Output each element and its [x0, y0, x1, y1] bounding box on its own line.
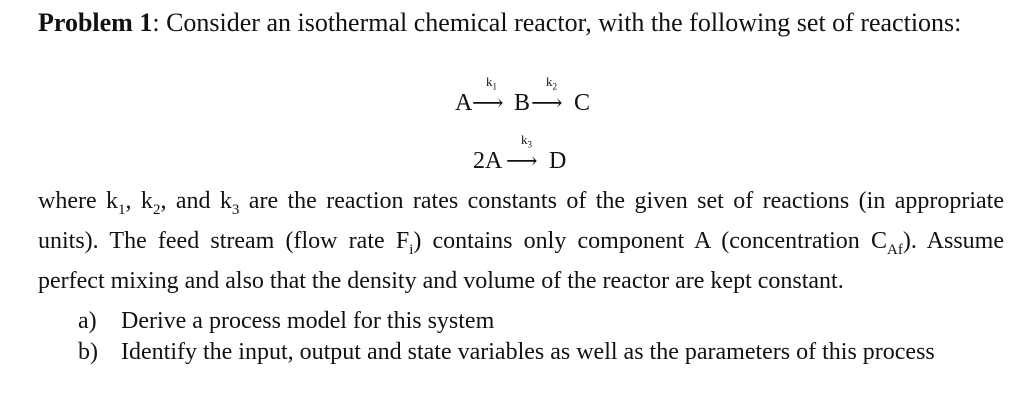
rate-constant-k2: $k_2$: [546, 74, 557, 92]
reaction-equation-1: [455, 74, 655, 122]
species-c: C: [574, 90, 591, 116]
list-item-text: Identify the input, output and state variables as well as the parameters of this process: [121, 339, 935, 365]
reaction-equation-2: [473, 132, 673, 180]
problem-statement: [38, 8, 961, 38]
list-item-text: Derive a process model for this system: [121, 308, 495, 334]
rate-constant-k3: $k_3$: [521, 132, 532, 150]
problem-heading: Problem 1: [38, 8, 153, 37]
species-a: A: [455, 90, 473, 116]
list-marker: a): [78, 308, 97, 334]
problem-intro: : Consider an isothermal chemical reactor, with the following set of reactions:: [152, 8, 962, 37]
list-marker: b): [78, 339, 98, 365]
reaction-arrow-2: ⟶: [531, 90, 563, 115]
reaction-arrow-1: ⟶: [472, 90, 504, 115]
reaction-arrow-3: ⟶: [506, 148, 538, 173]
species-d: D: [549, 148, 567, 174]
species-b: B: [514, 90, 531, 116]
species-2a: 2A: [473, 148, 503, 174]
description-paragraph: where $k_1$, $k_2$, and $k_3$ are the reaction rates constants of the given set of reactions (in appropriate units). The feed stream (flow rate $F_i$) contains only component A (concentration $C_{Af}$). Assume perfect mixing and also that the density and volume of the reactor are kept constant.: [38, 188, 1005, 294]
rate-constant-k1: $k_1$: [486, 74, 497, 92]
